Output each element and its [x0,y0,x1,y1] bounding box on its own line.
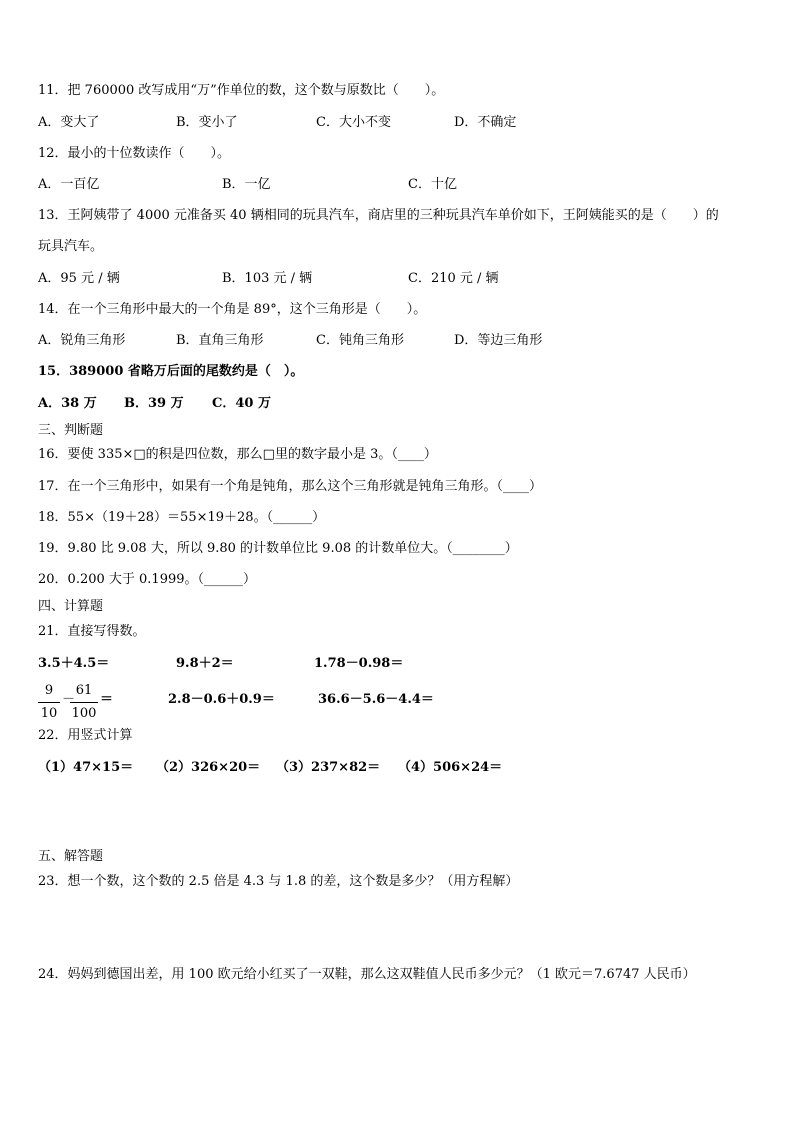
question-20: 20．0.200 大于 0.1999。（______） [38,572,257,587]
section-3-heading: 三、判断题 [38,423,104,438]
q21-minus-sign: － [62,692,76,707]
q22-item: （1）47×15＝ [38,760,134,775]
q21-equals-sign: ＝ [100,692,114,707]
q21-expression: 3.5＋4.5＝ [38,656,110,671]
q12-option-c: C．十亿 [408,177,457,192]
q11-option-a: A．变大了 [38,115,100,130]
question-15: 15．389000 省略万后面的尾数约是（ ）。 [38,364,304,379]
question-23: 23．想一个数，这个数的 2.5 倍是 4.3 与 1.8 的差，这个数是多少？（用方程解） [38,874,519,889]
q22-item: （2）326×20＝ [156,760,261,775]
question-21-title: 21．直接写得数。 [38,624,146,639]
q11-option-d: D．不确定 [454,115,517,130]
question-17: 17．在一个三角形中，如果有一个角是钝角，那么这个三角形就是钝角三角形。（____） [38,479,543,494]
q14-option-b: B．直角三角形 [176,333,264,348]
section-5-heading: 五、解答题 [38,849,104,864]
fraction-numerator: 61 [70,682,98,703]
q21-fraction-2 [70,682,98,723]
question-24: 24．妈妈到德国出差，用 100 欧元给小红买了一双鞋，那么这双鞋值人民币多少元？（1 欧元＝7.6747 人民币） [38,967,696,982]
q12-option-b: B．一亿 [222,177,271,192]
q15-option-c: C．40 万 [212,396,271,411]
question-12: 12．最小的十位数读作（ ）。 [38,146,231,161]
q22-item: （4）506×24＝ [398,760,503,775]
question-13-line1: 13．王阿姨带了 4000 元准备买 40 辆相同的玩具汽车，商店里的三种玩具汽车单价如下，王阿姨能买的是（ ）的 [38,208,719,223]
question-14: 14．在一个三角形中最大的一个角是 89°，这个三角形是（ ）。 [38,302,427,317]
q14-option-a: A．锐角三角形 [38,333,126,348]
q12-option-a: A．一百亿 [38,177,100,192]
q21-expression: 9.8＋2＝ [176,656,234,671]
fraction-numerator: 9 [38,682,60,703]
question-18: 18．55×（19＋28）＝55×19＋28。（______） [38,510,326,525]
q22-item: （3）237×82＝ [276,760,381,775]
q14-option-c: C．钝角三角形 [316,333,404,348]
question-16: 16．要使 335×□的积是四位数，那么□里的数字最小是 3。（____） [38,447,437,462]
q15-option-b: B．39 万 [124,396,184,411]
q21-expression: 2.8－0.6＋0.9＝ [168,692,275,707]
q14-option-d: D．等边三角形 [454,333,543,348]
q11-option-c: C．大小不变 [316,115,391,130]
question-22-title: 22．用竖式计算 [38,728,133,743]
q13-option-c: C．210 元 / 辆 [408,271,499,286]
q13-option-a: A．95 元 / 辆 [38,271,120,286]
q21-fraction-1 [38,682,60,723]
q13-option-b: B．103 元 / 辆 [222,271,313,286]
q15-option-a: A．38 万 [38,396,97,411]
q21-expression: 36.6－5.6－4.4＝ [318,692,434,707]
q21-expression: 1.78－0.98＝ [314,656,404,671]
q11-option-b: B．变小了 [176,115,238,130]
question-11: 11．把 760000 改写成用“万”作单位的数，这个数与原数比（ ）。 [38,83,445,98]
section-4-heading: 四、计算题 [38,599,104,614]
fraction-denominator: 10 [40,706,58,721]
fraction-denominator: 100 [71,706,97,721]
question-19: 19．9.80 比 9.08 大，所以 9.80 的计数单位比 9.08 的计数单位大。（________） [38,541,518,556]
question-13-line2: 玩具汽车。 [38,239,104,254]
